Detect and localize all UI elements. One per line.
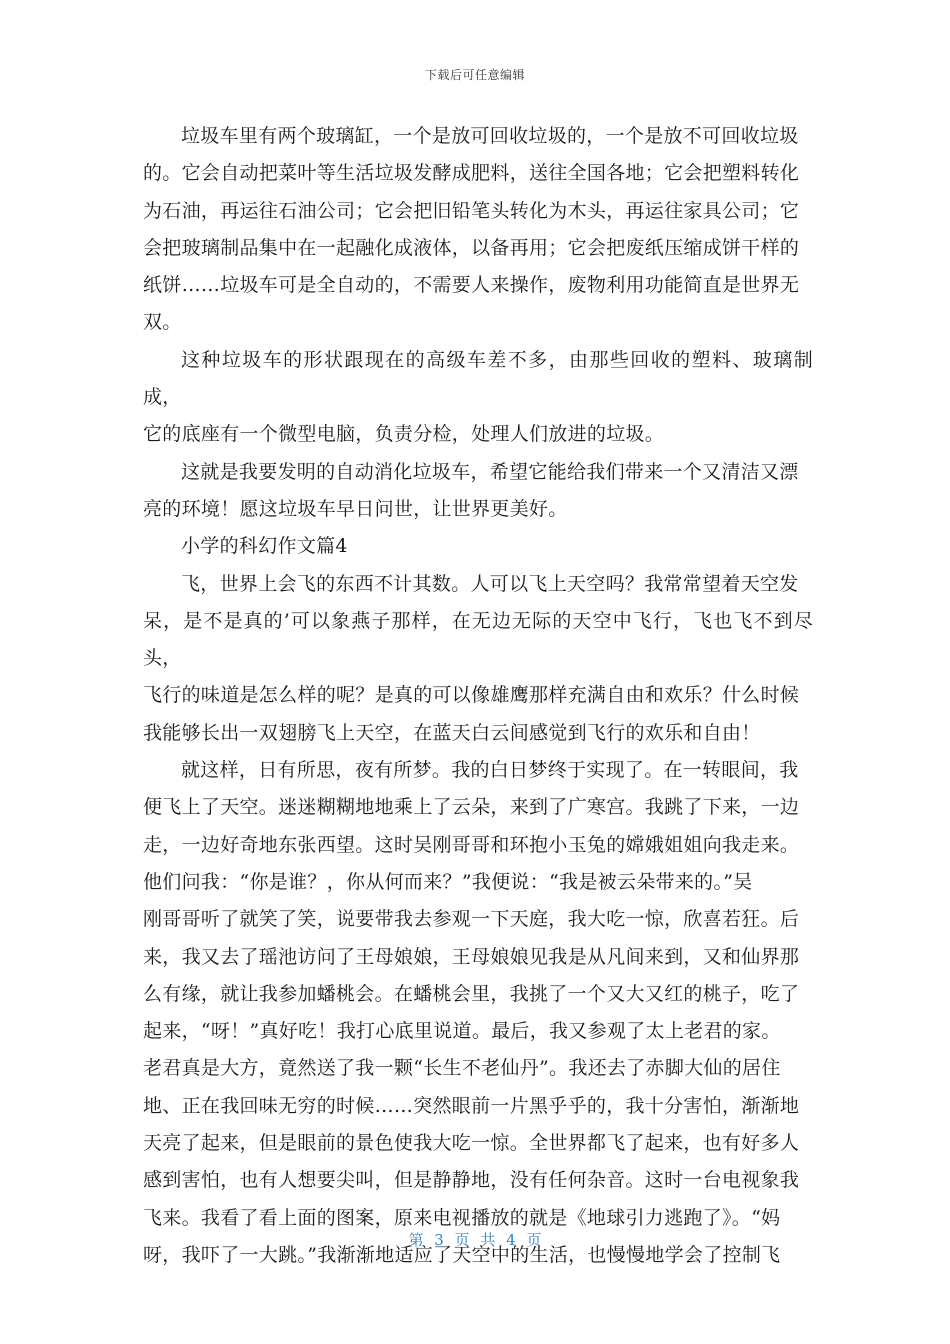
page-header: 下载后可任意编辑 [424,68,525,82]
paragraph-garbage-truck-functions: 垃圾车里有两个玻璃缸，一个是放可回收垃圾的，一个是放不可回收垃圾 的。它会自动把菜叶等生活垃圾发酵成肥料，送往全国各地；它会把塑料转化 为石油，再运往石油公司；它会把旧铅笔头转化为木头，再运往家具公司；它 会把玻璃制品集中在一起融化成液体，以备再用；它会把废纸压缩成饼干样的 纸饼……垃圾车可是全自动的，不需要人来操作，废物利用功能简直是世界无 双。 [143,125,800,334]
document-body [143,118,813,1274]
paragraph-sky-journey: 就这样，日有所思，夜有所梦。我的白日梦终于实现了。在一转眼间，我 便飞上了天空。迷迷糊糊地地乘上了云朵，来到了广寒宫。我跳了下来，一边 走，一边好奇地东张西望。这时吴刚哥哥和环抱小玉兔的嫦娥姐姐向我走来。 他们问我：“你是谁？，你从何而来？”我便说：“我是被云朵带来的。”吴 刚哥哥听了就笑了笑，说要带我去参观一下天庭，我大吃一惊，欣喜若狂。后 来，我又去了瑶池访问了王母娘娘，王母娘娘见我是从凡间来到，又和仙界那 么有缘，就让我参加蟠桃会。在蟠桃会里，我挑了一个又大又红的桃子，吃了 起来，“呀！”真好吃！我打心底里说道。最后，我又参观了太上老君的家。 老君真是大方，竟然送了我一颗“长生不老仙丹”。我还去了赤脚大仙的居住 地、正在我回味无穷的时候……突然眼前一片黑乎乎的，我十分害怕，渐渐地 天亮了起来，但是眼前的景色使我大吃一惊。全世界都飞了起来，也有好多人 感到害怕，也有人想要尖叫，但是静静地，没有任何杂音。这时一台电视象我 飞来。我看了看上面的图案，原来电视播放的就是《地球引力逃跑了》。“妈 呀，我吓了一大跳。”我渐渐地适应了天空中的生活，也慢慢地学会了控制飞 [143,759,800,1266]
paragraph-garbage-truck-shape: 这种垃圾车的形状跟现在的高级车差不多，由那些回收的塑料、玻璃制成， 它的底座有一个微型电脑，负责分检，处理人们放进的垃圾。 [143,348,813,446]
paragraph-garbage-truck-conclusion: 这就是我要发明的自动消化垃圾车，希望它能给我们带来一个又清洁又漂 亮的环境！愿这垃圾车早日问世，让世界更美好。 [143,460,799,520]
section-title: 小学的科幻作文篇4 [181,535,348,558]
paragraph-flying-dream: 飞，世界上会飞的东西不计其数。人可以飞上天空吗？我常常望着天空发 呆，是不是真的’可以象燕子那样，在无边无际的天空中飞行，飞也飞不到尽头， 飞行的味道是怎么样的呢？是真的可以像雄鹰那样充满自由和欢乐？什么时候 我能够长出一双翅膀飞上天空，在蓝天白云间感觉到飞行的欢乐和自由！ [143,572,813,744]
page-number-footer: 第 3 页 共 4 页 [408,1231,542,1249]
